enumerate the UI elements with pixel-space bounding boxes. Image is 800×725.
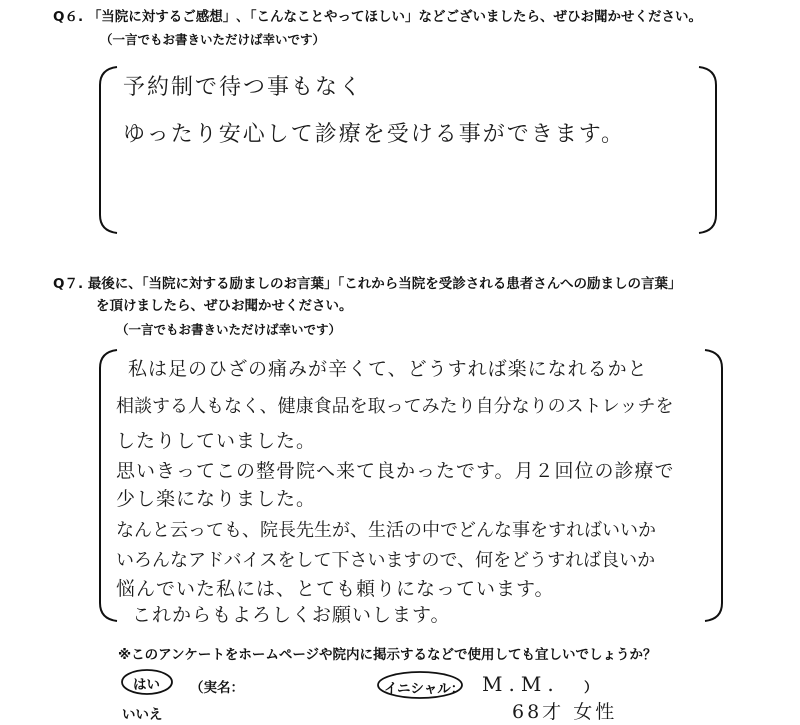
consent-yes-label: はい — [133, 677, 160, 693]
q7-answer-line-2: 相談する人もなく、健康食品を取ってみたり自分なりのストレッチを — [116, 396, 674, 417]
q7-answer-line-4: 思いきってこの整骨院へ来て良かったです。月２回位の診療で — [116, 460, 675, 482]
initial-label: イニシャル： — [384, 681, 465, 697]
q7-answer-line-1: 私は足のひざの痛みが辛くて、どうすれば楽になれるかと — [128, 358, 648, 380]
q7-answer-line-9: これからもよろしくお願いします。 — [132, 604, 451, 626]
consent-yes-option[interactable] — [120, 668, 178, 696]
q7-note: （一言でもお書きいただけば幸いです） — [116, 322, 342, 337]
q7-line-1: 最後に、「当院に対する励ましのお言葉」「これから当院を受診される患者さんへの励ましの言葉」 — [87, 276, 682, 292]
q7-heading — [53, 275, 682, 293]
q7-answer-line-3: したりしていました。 — [116, 430, 317, 452]
age-gender: 68才 女性 — [512, 701, 618, 723]
q7-line-2: を頂けましたら、ぜひお聞かせください。 — [96, 298, 353, 314]
q7-answer-line-8: 悩んでいた私には、とても頼りになっています。 — [116, 578, 555, 600]
q6-answer-bracket-left — [97, 65, 119, 235]
q7-number: Q７. — [53, 276, 84, 292]
initial-option[interactable] — [376, 670, 468, 700]
initial-close-paren: ） — [584, 680, 598, 696]
q6-answer-line-1: 予約制で待つ事もなく — [123, 75, 364, 100]
realname-label: （実名： — [190, 680, 244, 696]
q7-answer-line-7: いろんなアドバイスをして下さいますので、何をどうすれば良いか — [116, 550, 656, 571]
q6-text: 「当院に対するご感想」､「こんなことやってほしい」などございましたら、ぜひお聞かせください。 — [87, 9, 703, 25]
q6-number: Q６. — [53, 9, 84, 25]
initial-value: M.M. — [482, 672, 560, 696]
q6-answer-line-2: ゆったり安心して診療を受ける事ができます。 — [123, 122, 626, 147]
q6-answer-bracket-right — [697, 65, 719, 235]
consent-question: ※このアンケートをホームページや院内に掲示するなどで使用しても宜しいでしょうか？ — [118, 647, 657, 663]
consent-no-option[interactable]: いいえ — [122, 707, 163, 723]
q7-answer-line-6: なんと云っても、院長先生が、生活の中でどんな事をすればいいか — [116, 520, 656, 541]
q7-answer-bracket-right — [703, 348, 725, 623]
q6-note: （一言でもお書きいただけば幸いです） — [100, 32, 326, 47]
q6-heading — [53, 8, 702, 26]
q7-answer-line-5: 少し楽になりました。 — [116, 488, 317, 510]
